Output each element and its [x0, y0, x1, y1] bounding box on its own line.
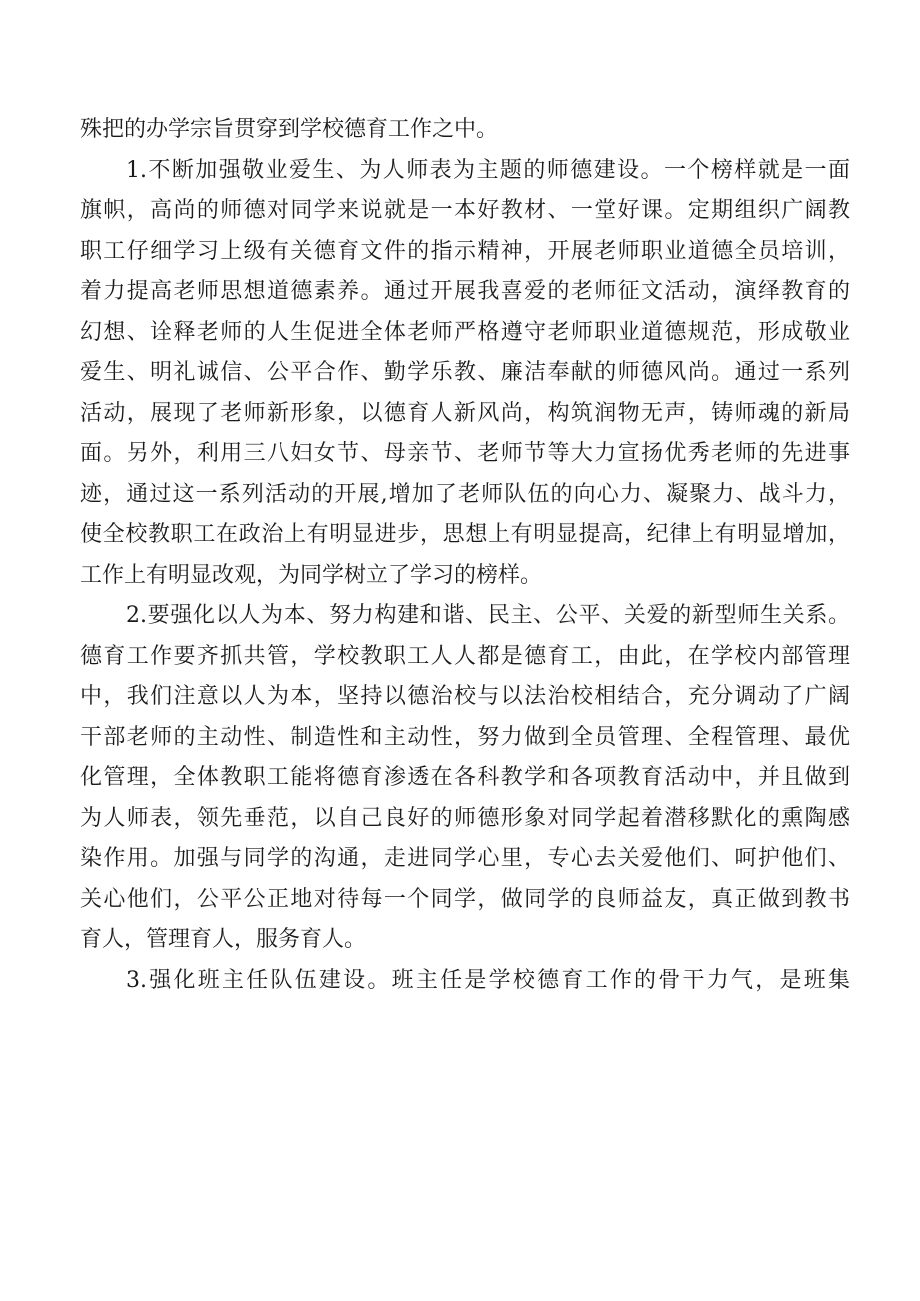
paragraph-line: 3.强化班主任队伍建设。班主任是学校德育工作的骨干力气，是班集 [126, 967, 850, 993]
paragraph-line: 职工仔细学习上级有关德育文件的指示精神，开展老师职业道德全员培训， [80, 238, 850, 264]
paragraph-line: 爱生、明礼诚信、公平合作、勤学乐教、廉洁奉献的师德风尚。通过一系列 [80, 360, 850, 385]
paragraph-line: 幻想、诠释老师的人生促进全体老师严格遵守老师职业道德规范，形成敬业 [80, 319, 850, 345]
paragraph-line: 1.不断加强敬业爱生、为人师表为主题的师德建设。一个榜样就是一面 [126, 157, 850, 183]
paragraph-line: 旗帜，高尚的师德对同学来说就是一本好教材、一堂好课。定期组织广阔教 [80, 198, 850, 223]
paragraph-line: 化管理，全体教职工能将德育渗透在各科教学和各项教育活动中，并且做到 [80, 765, 850, 790]
paragraph-line: 工作上有明显改观，为同学树立了学习的榜样。 [80, 562, 543, 588]
paragraph-line: 中，我们注意以人为本，坚持以德治校与以法治校相结合，充分调动了广阔 [80, 684, 850, 709]
paragraph-line: 2.要强化以人为本、努力构建和谐、民主、公平、关爱的新型师生关系。 [126, 603, 850, 628]
paragraph-line: 迹，通过这一系列活动的开展,增加了老师队伍的向心力、凝聚力、战斗力， [80, 481, 850, 507]
paragraph-line: 着力提高老师思想道德素养。通过开展我喜爱的老师征文活动，演绎教育的 [80, 279, 850, 304]
paragraph-line: 殊把的办学宗旨贯穿到学校德育工作之中。 [80, 117, 499, 142]
paragraph-line: 德育工作要齐抓共管，学校教职工人人都是德育工，由此，在学校内部管理 [80, 643, 850, 669]
paragraph-line: 为人师表，领先垂范，以自己良好的师德形象对同学起着潜移默化的熏陶感 [80, 805, 850, 831]
document-body [80, 110, 850, 1001]
paragraph-line: 关心他们，公平公正地对待每一个同学，做同学的良师益友，真正做到教书 [80, 886, 850, 912]
paragraph-line: 面。另外，利用三八妇女节、母亲节、老师节等大力宣扬优秀老师的先进事 [80, 441, 850, 466]
paragraph-line: 使全校教职工在政治上有明显进步，思想上有明显提高，纪律上有明显增加， [80, 522, 850, 547]
paragraph-line: 染作用。加强与同学的沟通，走进同学心里，专心去关爱他们、呵护他们、 [80, 846, 850, 871]
paragraph-line: 育人，管理育人，服务育人。 [80, 927, 367, 952]
paragraph-line: 活动，展现了老师新形象，以德育人新风尚，构筑润物无声，铸师魂的新局 [80, 400, 850, 426]
paragraph-line: 干部老师的主动性、制造性和主动性，努力做到全员管理、全程管理、最优 [80, 724, 850, 750]
